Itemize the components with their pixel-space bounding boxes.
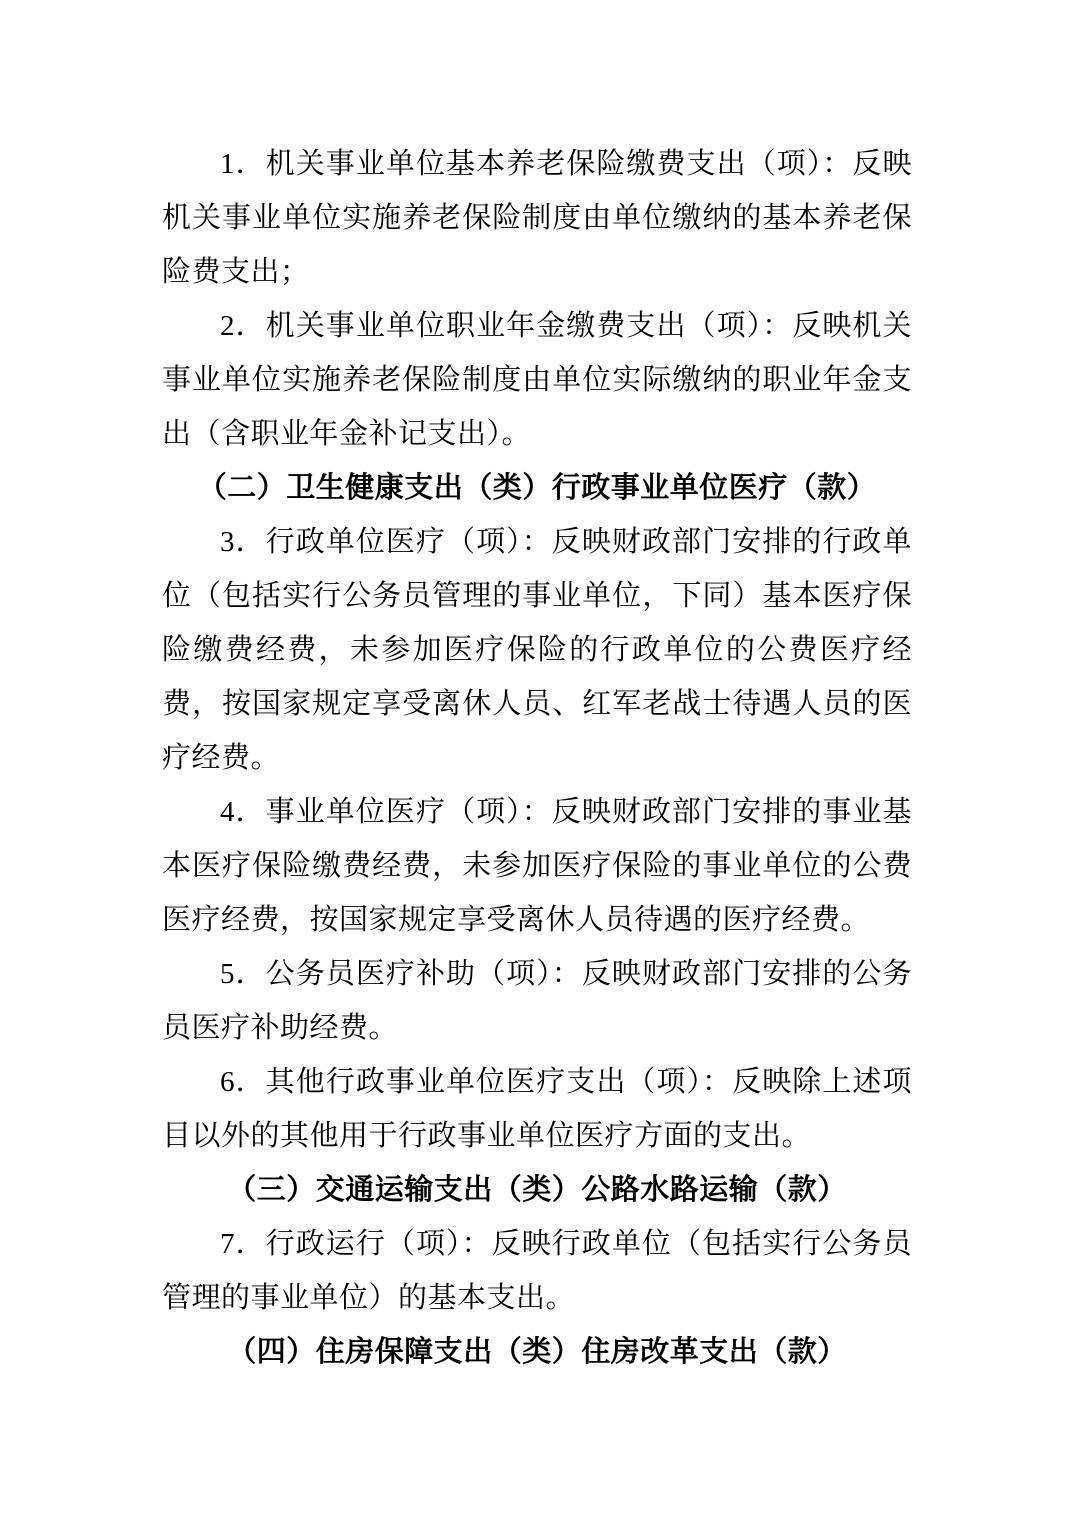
numbered-item-paragraph: 1．机关事业单位基本养老保险缴费支出（项）：反映机关事业单位实施养老保险制度由单位缴纳的基本养老保险费支出；: [162, 148, 912, 288]
numbered-item-paragraph: 2．机关事业单位职业年金缴费支出（项）：反映机关事业单位实施养老保险制度由单位实际缴纳的职业年金支出（含职业年金补记支出）。: [162, 310, 912, 450]
numbered-item-paragraph: 3．行政单位医疗（项）：反映财政部门安排的行政单位（包括实行公务员管理的事业单位，下同）基本医疗保险缴费经费，未参加医疗保险的行政单位的公费医疗经费，按国家规定享受离休人员、红军老战士待遇人员的医疗经费。: [162, 526, 912, 774]
document-text-block: [162, 137, 912, 1379]
section-heading: （三）交通运输支出（类）公路水路运输（款）: [227, 1174, 847, 1206]
numbered-item-paragraph: 5．公务员医疗补助（项）：反映财政部门安排的公务员医疗补助经费。: [162, 958, 912, 1044]
section-heading: （四）住房保障支出（类）住房改革支出（款）: [227, 1336, 847, 1368]
numbered-item-paragraph: 4．事业单位医疗（项）：反映财政部门安排的事业基本医疗保险缴费经费，未参加医疗保险的事业单位的公费医疗经费，按国家规定享受离休人员待遇的医疗经费。: [162, 796, 912, 936]
numbered-item-paragraph: 6．其他行政事业单位医疗支出（项）：反映除上述项目以外的其他用于行政事业单位医疗方面的支出。: [162, 1066, 912, 1152]
section-heading: （二）卫生健康支出（类）行政事业单位医疗（款）: [197, 472, 877, 504]
numbered-item-paragraph: 7．行政运行（项）：反映行政单位（包括实行公务员管理的事业单位）的基本支出。: [162, 1228, 912, 1314]
